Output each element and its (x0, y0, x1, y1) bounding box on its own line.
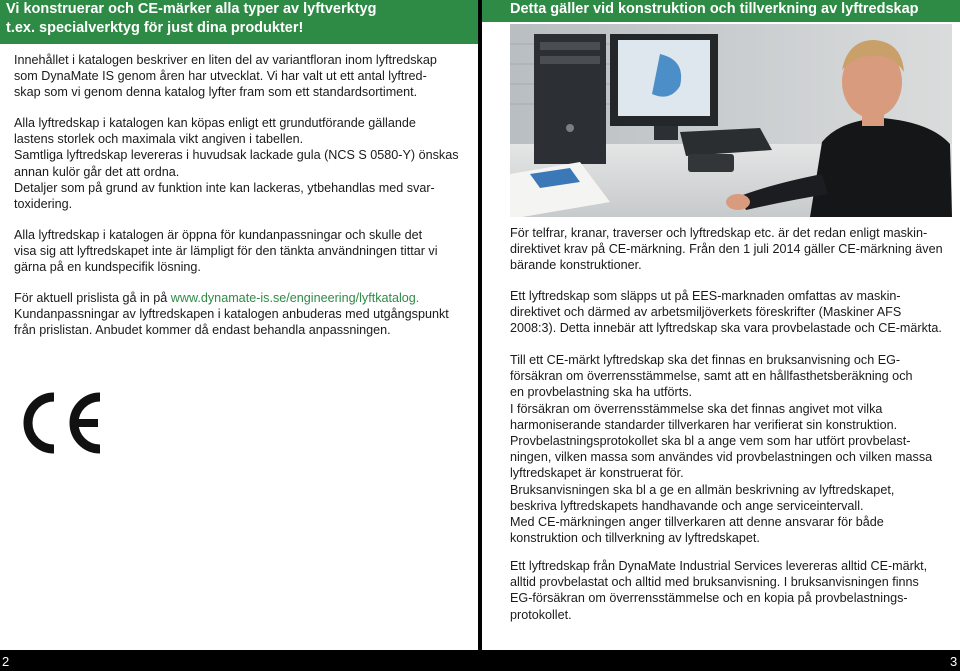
text-line: Ett lyftredskap från DynaMate Industrial Services levereras alltid CE-märkt, (510, 559, 928, 573)
text-line: beskriva lyftredskapets handhavande och ange serviceintervall. (510, 498, 864, 513)
text-line: Alla lyftredskap i katalogen kan köpas enligt ett grundutförande gällande (14, 116, 416, 130)
text-line: protokollet. (510, 607, 572, 622)
text-line: lyftredskapet är konstruerat för. (510, 466, 684, 481)
text-line: som DynaMate IS genom åren har utvecklat. Vi har valt ut ett antal lyftred- (14, 69, 427, 84)
ce-mark-logo (14, 390, 110, 456)
text-line: Till ett CE-märkt lyftredskap ska det finnas en bruksanvisning och EG- (510, 353, 901, 367)
text-line: direktivet krav på CE-märkning. Från den 1 juli 2014 gäller CE-märkning även (510, 242, 943, 257)
photo-illustration (510, 24, 952, 217)
right-header-title: Detta gäller vid konstruktion och tillverkning av lyftredskap (510, 1, 919, 17)
text-line: alltid provbelastat och alltid med bruksanvisning. I bruksanvisningen finns (510, 575, 919, 590)
text-line (14, 290, 449, 306)
text-line: ningen, vilken massa som användes vid provbelastningen och vilken massa (510, 450, 933, 465)
text-line: Med CE-märkningen anger tillverkaren att denne ansvarar för både (510, 514, 884, 529)
text-line: För telfrar, kranar, traverser och lyftredskap etc. är det redan enligt maskin- (510, 226, 928, 240)
text-line: Alla lyftredskap i katalogen är öppna för kundanpassningar och skulle det (14, 228, 423, 242)
left-paragraph-customization (14, 227, 438, 276)
text-line: konstruktion och tillverkning av lyftredskapet. (510, 531, 760, 546)
text-line: 2008:3). Detta innebär att lyftredskap ska vara provbelastade och CE-märkta. (510, 321, 942, 336)
left-page-header (0, 0, 478, 44)
text-line: direktivet och därmed av arbetsmiljöverkets föreskrifter (Maskiner AFS (510, 305, 902, 320)
text-line: I försäkran om överrensstämmelse ska det finnas angivet mot vilka (510, 401, 883, 416)
text-line: från prislistan. Anbudet kommer då endast behandla anpassningen. (14, 323, 391, 338)
left-page (0, 0, 478, 650)
text-line: gärna på en kundspecifik lösning. (14, 260, 201, 275)
right-paragraph-requirements (510, 225, 943, 274)
text-line: annan kulör går det att ordna. (14, 164, 180, 179)
text-line: visa sig att lyftredskapet inte är lämpligt för den tänkta användningen tittar vi (14, 244, 438, 259)
pricelist-link[interactable]: www.dynamate-is.se/engineering/lyftkatalog. (170, 291, 420, 305)
text-line: Provbelastningsprotokollet ska bl a ange vem som har utfört provbelast- (510, 433, 911, 448)
left-header-line-1: Vi konstruerar och CE-märker alla typer av lyftverktyg (6, 1, 377, 17)
left-paragraph-intro (14, 52, 437, 101)
left-paragraph-pricelist (14, 290, 449, 339)
text-line: Samtliga lyftredskap levereras i huvudsak lackade gula (NCS S 0580-Y) önskas (14, 148, 459, 163)
text-line: lastens storlek och maximala vikt angiven i tabellen. (14, 132, 304, 147)
text-line: Kundanpassningar av lyftredskapen i katalogen anbuderas med utgångspunkt (14, 307, 449, 322)
text-line: Innehållet i katalogen beskriver en liten del av variantfloran inom lyftredskap (14, 53, 437, 67)
text-line: EG-försäkran om överrensstämmelse och en kopia på provbelastnings- (510, 591, 908, 606)
photo-engineer-at-cad-workstation (510, 24, 952, 217)
text-line: Detaljer som på grund av funktion inte kan lackeras, ytbehandlas med svar- (14, 180, 435, 195)
page-number-left: 2 (2, 654, 10, 669)
right-page-header (482, 0, 960, 22)
text-line: toxidering. (14, 196, 73, 211)
left-header-line-2: t.ex. specialverktyg för just dina produkter! (6, 20, 304, 36)
right-page (482, 0, 960, 650)
right-paragraph-dynamate (510, 558, 927, 623)
text-line: en provbelastning ska ha utförts. (510, 385, 693, 400)
page-number-right: 3 (950, 654, 958, 669)
right-paragraph-ees (510, 288, 942, 337)
left-paragraph-standard (14, 115, 459, 212)
text-line: harmoniserande standarder tillverkaren har verifierat sin konstruktion. (510, 417, 898, 432)
text-line: Ett lyftredskap som släpps ut på EES-marknaden omfattas av maskin- (510, 289, 901, 303)
text-line: försäkran om överrensstämmelse, samt att en hållfasthetsberäkning och (510, 369, 913, 384)
text-line: Bruksanvisningen ska bl a ge en allmän beskrivning av lyftredskapet, (510, 482, 895, 497)
right-paragraph-documentation (510, 352, 932, 546)
text-line: bärande konstruktioner. (510, 258, 642, 273)
pricelist-prefix: För aktuell prislista gå in på (14, 291, 171, 305)
text-line: skap som vi genom denna katalog lyfter fram som ett standardsortiment. (14, 85, 418, 100)
